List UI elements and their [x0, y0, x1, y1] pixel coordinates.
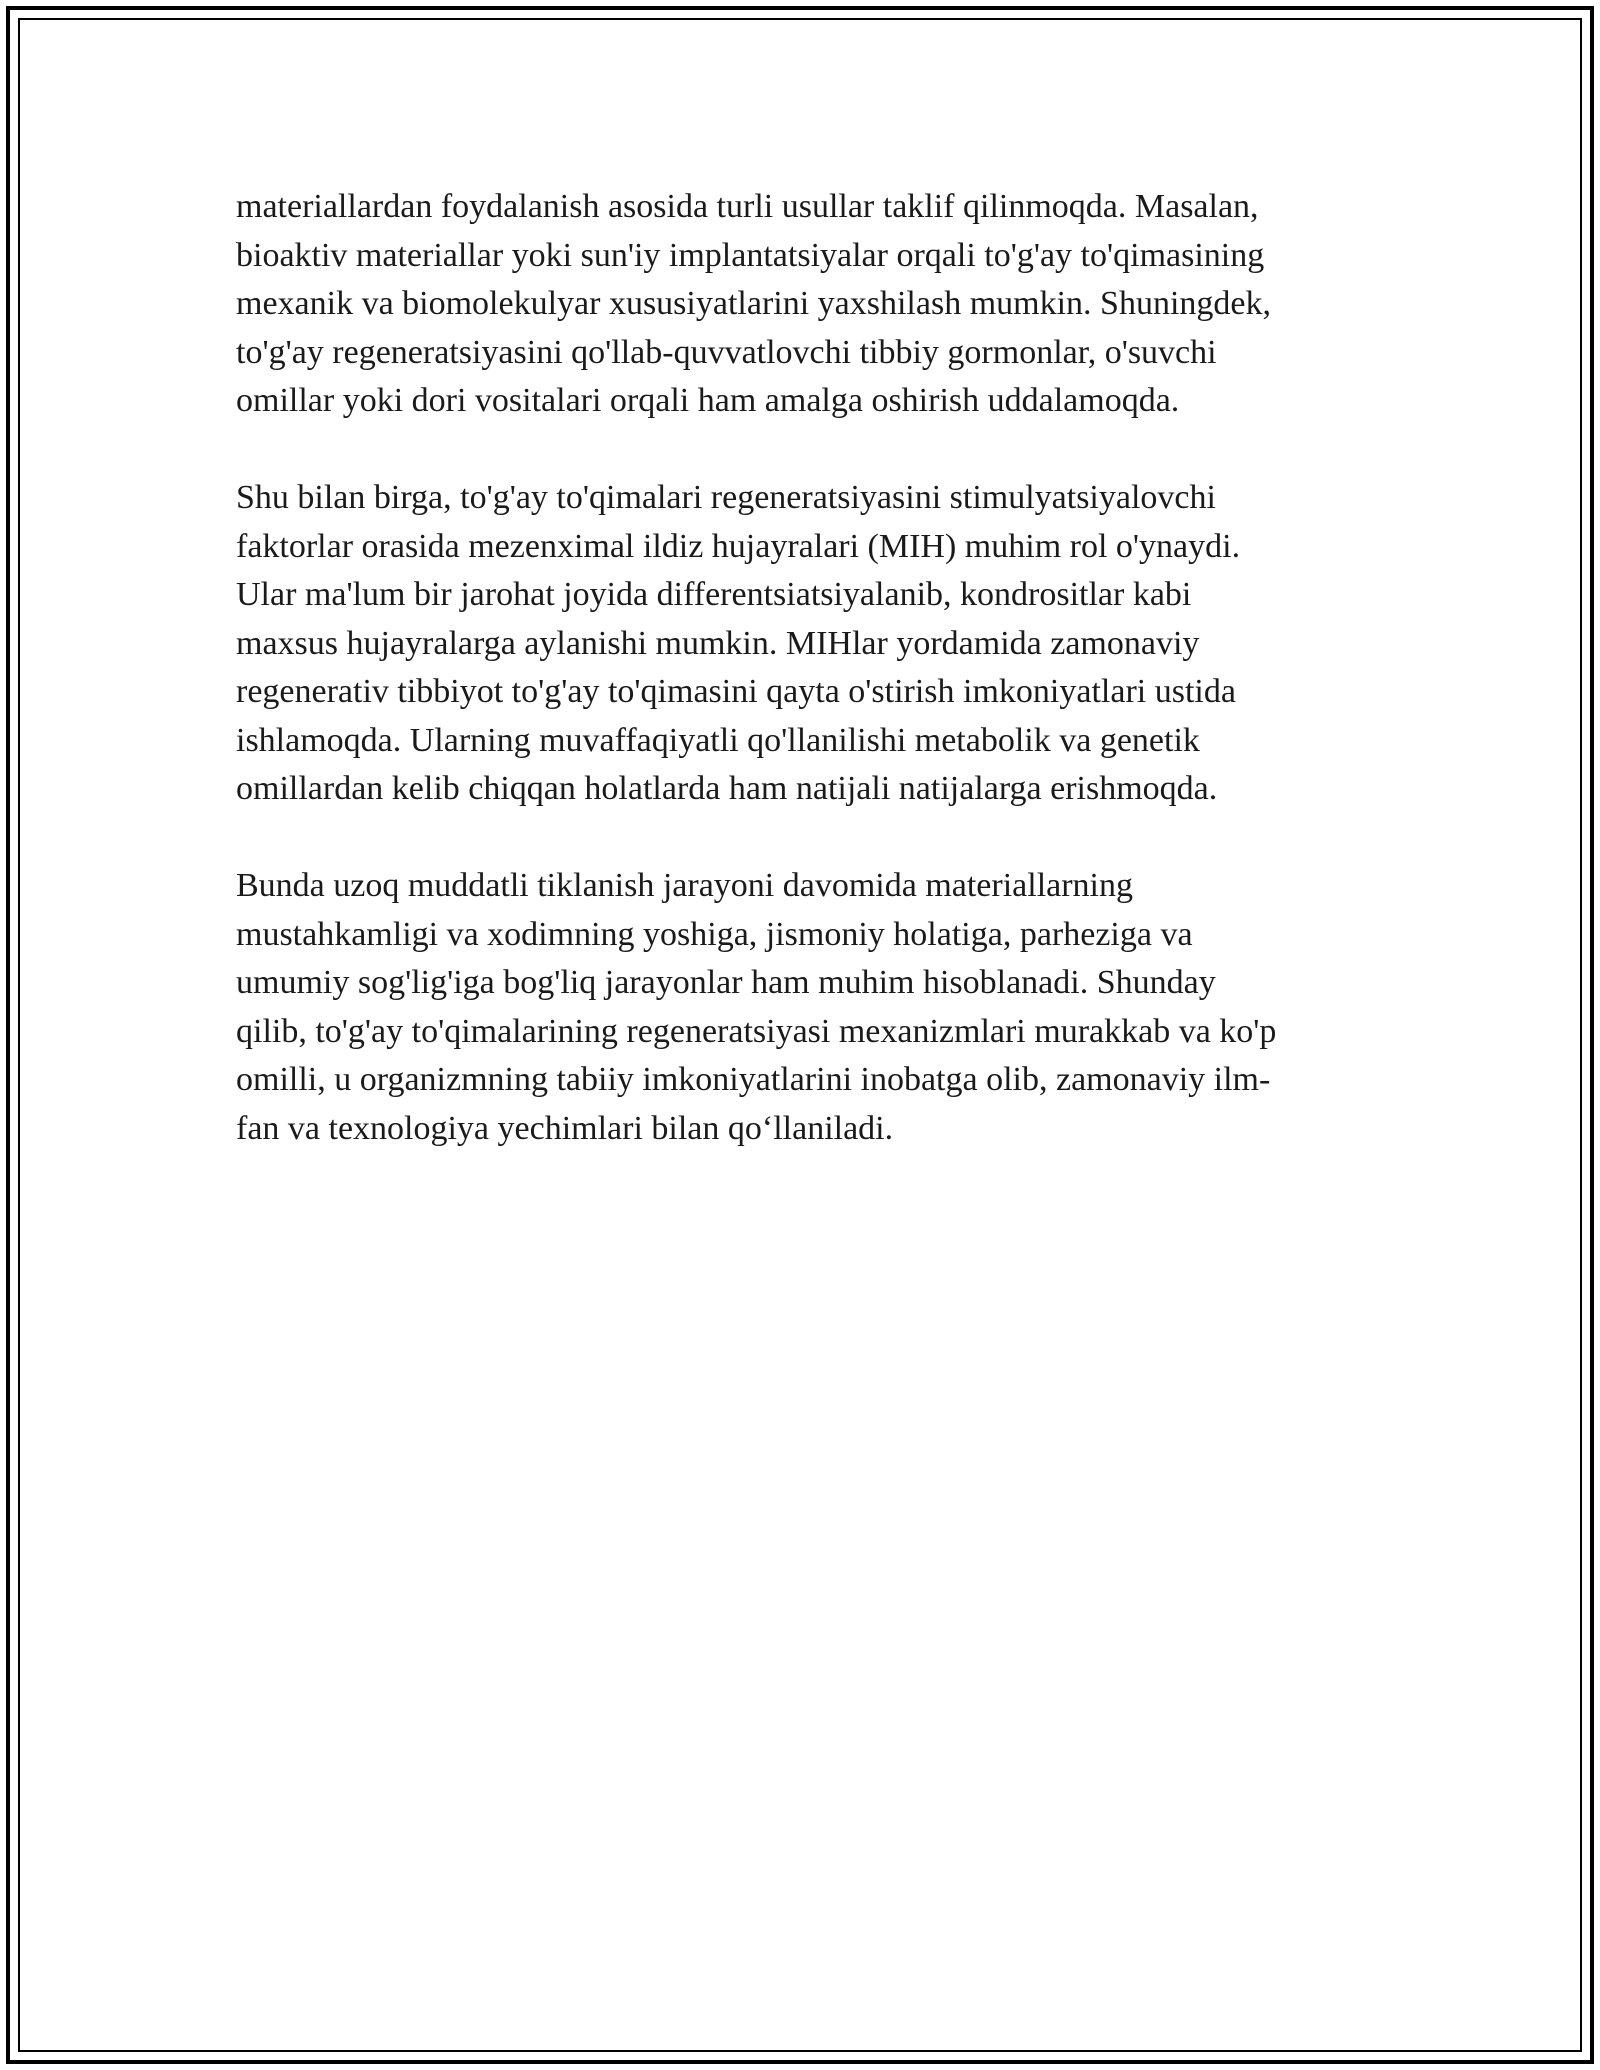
text-line: qilib, to'g'ay to'qimalarining regeneratsiyasi mexanizmlari murakkab va ko'p	[236, 1012, 1277, 1050]
text-line: omilli, u organizmning tabiiy imkoniyatlarini inobatga olib, zamonaviy ilm-	[236, 1061, 1271, 1098]
text-line: to'g'ay regeneratsiyasini qo'llab-quvvatlovchi tibbiy gormonlar, o'suvchi	[236, 333, 1217, 371]
text-line: maxsus hujayralarga aylanishi mumkin. MIHlar yordamida zamonaviy	[236, 624, 1200, 662]
text-line: umumiy sog'lig'iga bog'liq jarayonlar ham muhim hisoblanadi. Shunday	[236, 964, 1216, 1001]
text-line: materiallardan foydalanish asosida turli usullar taklif qilinmoqda. Masalan,	[236, 188, 1259, 225]
text-line: fan va texnologiya yechimlari bilan qo‘llaniladi.	[236, 1109, 894, 1147]
text-line: omillardan kelib chiqqan holatlarda ham natijali natijalarga erishmoqda.	[236, 770, 1218, 807]
paragraph-2	[236, 474, 1376, 814]
text-line: ishlamoqda. Ularning muvaffaqiyatli qo'llanilishi metabolik va genetik	[236, 721, 1200, 759]
paragraph-3	[236, 862, 1376, 1153]
text-line: mustahkamligi va xodimning yoshiga, jismoniy holatiga, parheziga va	[236, 915, 1193, 953]
document-body	[236, 183, 1376, 1202]
text-line: bioaktiv materiallar yoki sun'iy implantatsiyalar orqali to'g'ay to'qimasining	[236, 236, 1265, 274]
paragraph-1	[236, 183, 1376, 426]
text-line: faktorlar orasida mezenximal ildiz hujayralari (MIH) muhim rol o'ynaydi.	[236, 527, 1241, 565]
text-line: Shu bilan birga, to'g'ay to'qimalari regeneratsiyasini stimulyatsiyalovchi	[236, 479, 1216, 516]
text-line: Ular ma'lum bir jarohat joyida differentsiatsiyalanib, kondrositlar kabi	[236, 576, 1192, 613]
text-line: mexanik va biomolekulyar xususiyatlarini yaxshilash mumkin. Shuningdek,	[236, 285, 1271, 322]
text-line: omillar yoki dori vositalari orqali ham amalga oshirish uddalamoqda.	[236, 382, 1180, 419]
text-line: Bunda uzoq muddatli tiklanish jarayoni davomida materiallarning	[236, 867, 1133, 904]
text-line: regenerativ tibbiyot to'g'ay to'qimasini qayta o'stirish imkoniyatlari ustida	[236, 673, 1236, 710]
